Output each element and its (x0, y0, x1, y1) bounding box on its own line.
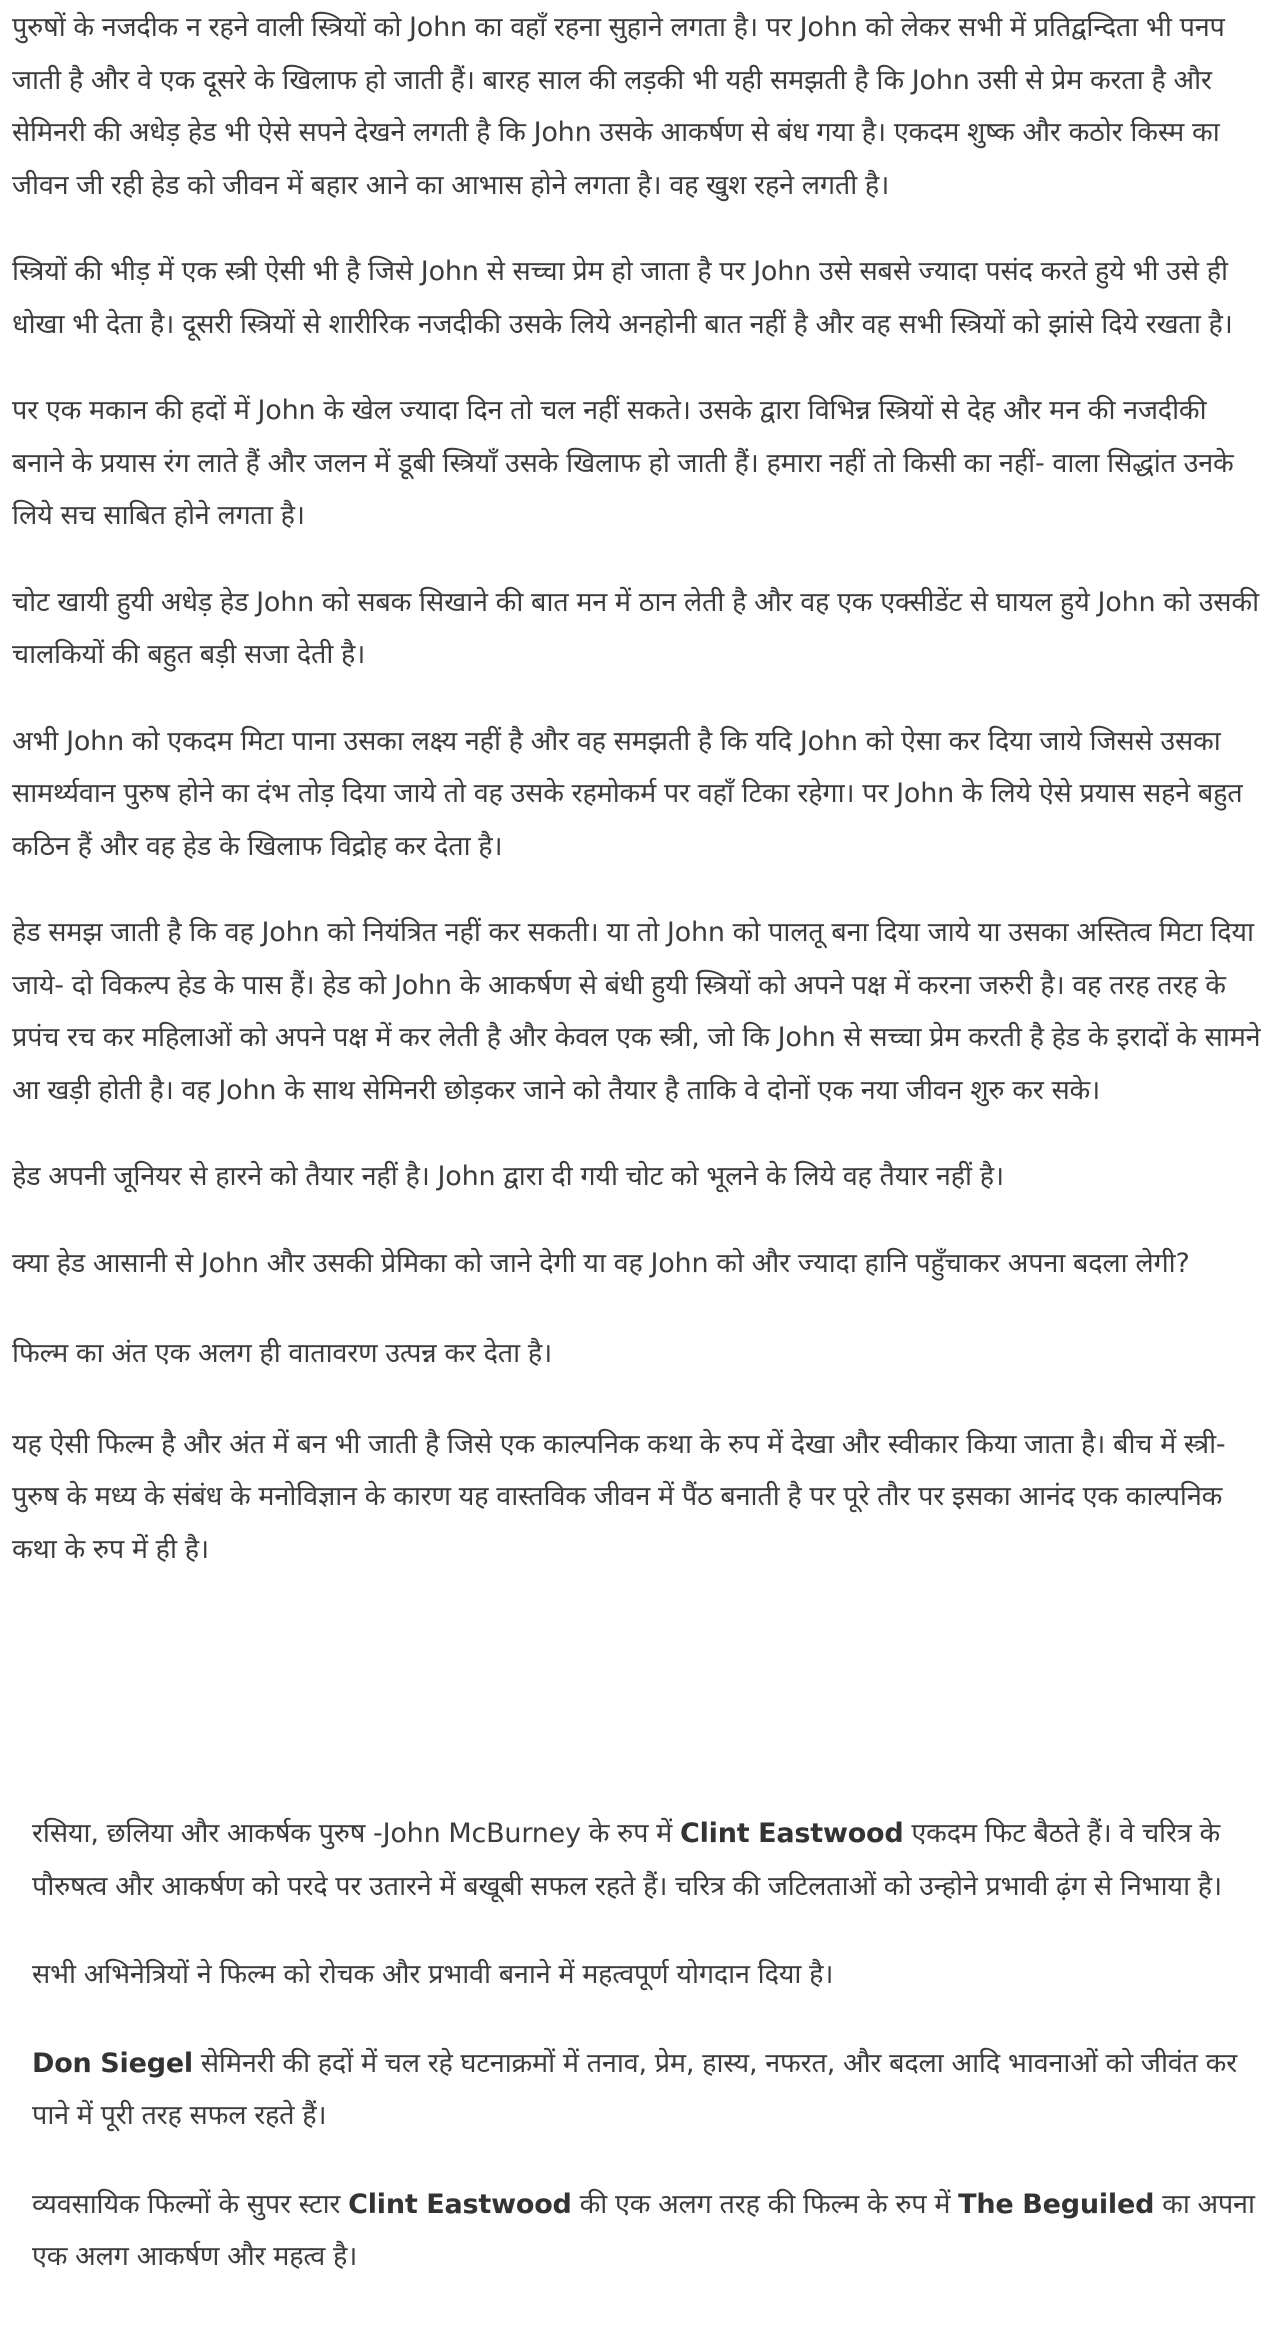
paragraph-1: पुरुषों के नजदीक न रहने वाली स्त्रियों को John का वहाँ रहना सुहाने लगता है। पर John को लेकर सभी में प्रतिद्वन्दिता भी पनप जाती है और वे एक दूसरे के खिलाफ हो जाती हैं। बारह साल की लड़की भी यही समझती है कि John उसी से प्रेम करता है और सेमिनरी की अधेड़ हेड भी ऐसे सपने देखने लगती है कि John उसके आकर्षण से बंध गया है। एकदम शुष्क और कठोर किस्म का जीवन जी रही हेड को जीवन में बहार आने का आभास होने लगता है। वह खुश रहने लगती है। (12, 12, 1225, 201)
paragraph-3: पर एक मकान की हदों में John के खेल ज्यादा दिन तो चल नहीं सकते। उसके द्वारा विभिन्न स्त्रियों से देह और मन की नजदीकी बनाने के प्रयास रंग लाते हैं और जलन में डूबी स्त्रियाँ उसके खिलाफ हो जाती हैं। हमारा नहीं तो किसी का नहीं- वाला सिद्धांत उनके लिये सच साबित होने लगता है। (12, 395, 1234, 531)
review-paragraph-3 (32, 2038, 1264, 2143)
review-text: की एक अलग तरह की फिल्म के रुप में (571, 2188, 959, 2220)
review-paragraph-4 (32, 2179, 1264, 2284)
paragraph-4: चोट खायी हुयी अधेड़ हेड John को सबक सिखाने की बात मन में ठान लेती है और वह एक एक्सीडेंट से घायल हुये John को उसकी चालकियों की बहुत बड़ी सजा देती है। (12, 586, 1259, 670)
paragraph-9: फिल्म का अंत एक अलग ही वातावरण उत्पन्न कर देता है। (12, 1338, 552, 1369)
film-title: The Beguiled (958, 2188, 1155, 2220)
article-body (12, 2, 1264, 1614)
review-text: एकदम फिट बैठते हैं। वे चरित्र के पौरुषत्व और आकर्षण को परदे पर उतारने में बखूबी सफल रहते हैं। चरित्र की जटिलताओं को उन्होने प्रभावी ढ़ंग से निभाया है। (32, 1818, 1222, 1902)
review-text: व्यवसायिक फिल्मों के सुपर स्टार (32, 2188, 349, 2220)
review-text: का अपना एक अलग आकर्षण और महत्व है। (32, 2188, 1255, 2272)
review-paragraph-2: सभी अभिनेत्रियों ने फिल्म को रोचक और प्रभावी बनाने में महत्वपूर्ण योगदान दिया है। (32, 1959, 834, 1990)
review-section (32, 1808, 1264, 2284)
review-paragraph-1 (32, 1808, 1264, 1913)
paragraph-6: हेड समझ जाती है कि वह John को नियंत्रित नहीं कर सकती। या तो John को पालतू बना दिया जाये या उसका अस्तित्व मिटा दिया जाये- दो विकल्प हेड के पास हैं। हेड को John के आकर्षण से बंधी हुयी स्त्रियों को अपने पक्ष में करना जरुरी है। वह तरह तरह के प्रपंच रच कर महिलाओं को अपने पक्ष में कर लेती है और केवल एक स्त्री, जो कि John से सच्चा प्रेम करती है हेड के इरादों के सामने आ खड़ी होती है। वह John के साथ सेमिनरी छोड़कर जाने को तैयार है ताकि वे दोनों एक नया जीवन शुरु कर सके। (12, 917, 1261, 1106)
paragraph-7: हेड अपनी जूनियर से हारने को तैयार नहीं है। John द्वारा दी गयी चोट को भूलने के लिये वह तैयार नहीं है। (12, 1161, 1004, 1192)
paragraph-2: स्त्रियों की भीड़ में एक स्त्री ऐसी भी है जिसे John से सच्चा प्रेम हो जाता है पर John उसे सबसे ज्यादा पसंद करते हुये भी उसे ही धोखा भी देता है। दूसरी स्त्रियों से शारीरिक नजदीकी उसके लिये अनहोनी बात नहीं है और वह सभी स्त्रियों को झांसे दिये रखता है। (12, 256, 1233, 340)
actor-name: Clint Eastwood (679, 1818, 904, 1849)
actor-name: Clint Eastwood (348, 2188, 572, 2220)
director-name: Don Siegel (32, 2047, 193, 2079)
paragraph-5: अभी John को एकदम मिटा पाना उसका लक्ष्य नहीं है और वह समझती है कि यदि John को ऐसा कर दिया जाये जिससे उसका सामर्थ्यवान पुरुष होने का दंभ तोड़ दिया जाये तो वह उसके रहमोकर्म पर वहाँ टिका रहेगा। पर John के लिये ऐसे प्रयास सहने बहुत कठिन हैं और वह हेड के खिलाफ विद्रोह कर देता है। (12, 725, 1243, 862)
paragraph-10: यह ऐसी फिल्म है और अंत में बन भी जाती है जिसे एक काल्पनिक कथा के रुप में देखा और स्वीकार किया जाता है। बीच में स्त्री-पुरुष के मध्य के संबंध के मनोविज्ञान के कारण यह वास्तविक जीवन में पैंठ बनाती है पर पूरे तौर पर इसका आनंद एक काल्पनिक कथा के रुप में ही है। (12, 1428, 1226, 1565)
review-text: सेमिनरी की हदों में चल रहे घटनाक्रमों में तनाव, प्रेम, हास्य, नफरत, और बदला आदि भावनाओं को जीवंत कर पाने में पूरी तरह सफल रहते हैं। (32, 2047, 1237, 2131)
paragraph-8: क्या हेड आसानी से John और उसकी प्रेमिका को जाने देगी या वह John को और ज्यादा हानि पहुँचाकर अपना बदला लेगी? (12, 1247, 1190, 1279)
review-text: रसिया, छलिया और आकर्षक पुरुष -John McBurney के रुप में (32, 1818, 680, 1849)
